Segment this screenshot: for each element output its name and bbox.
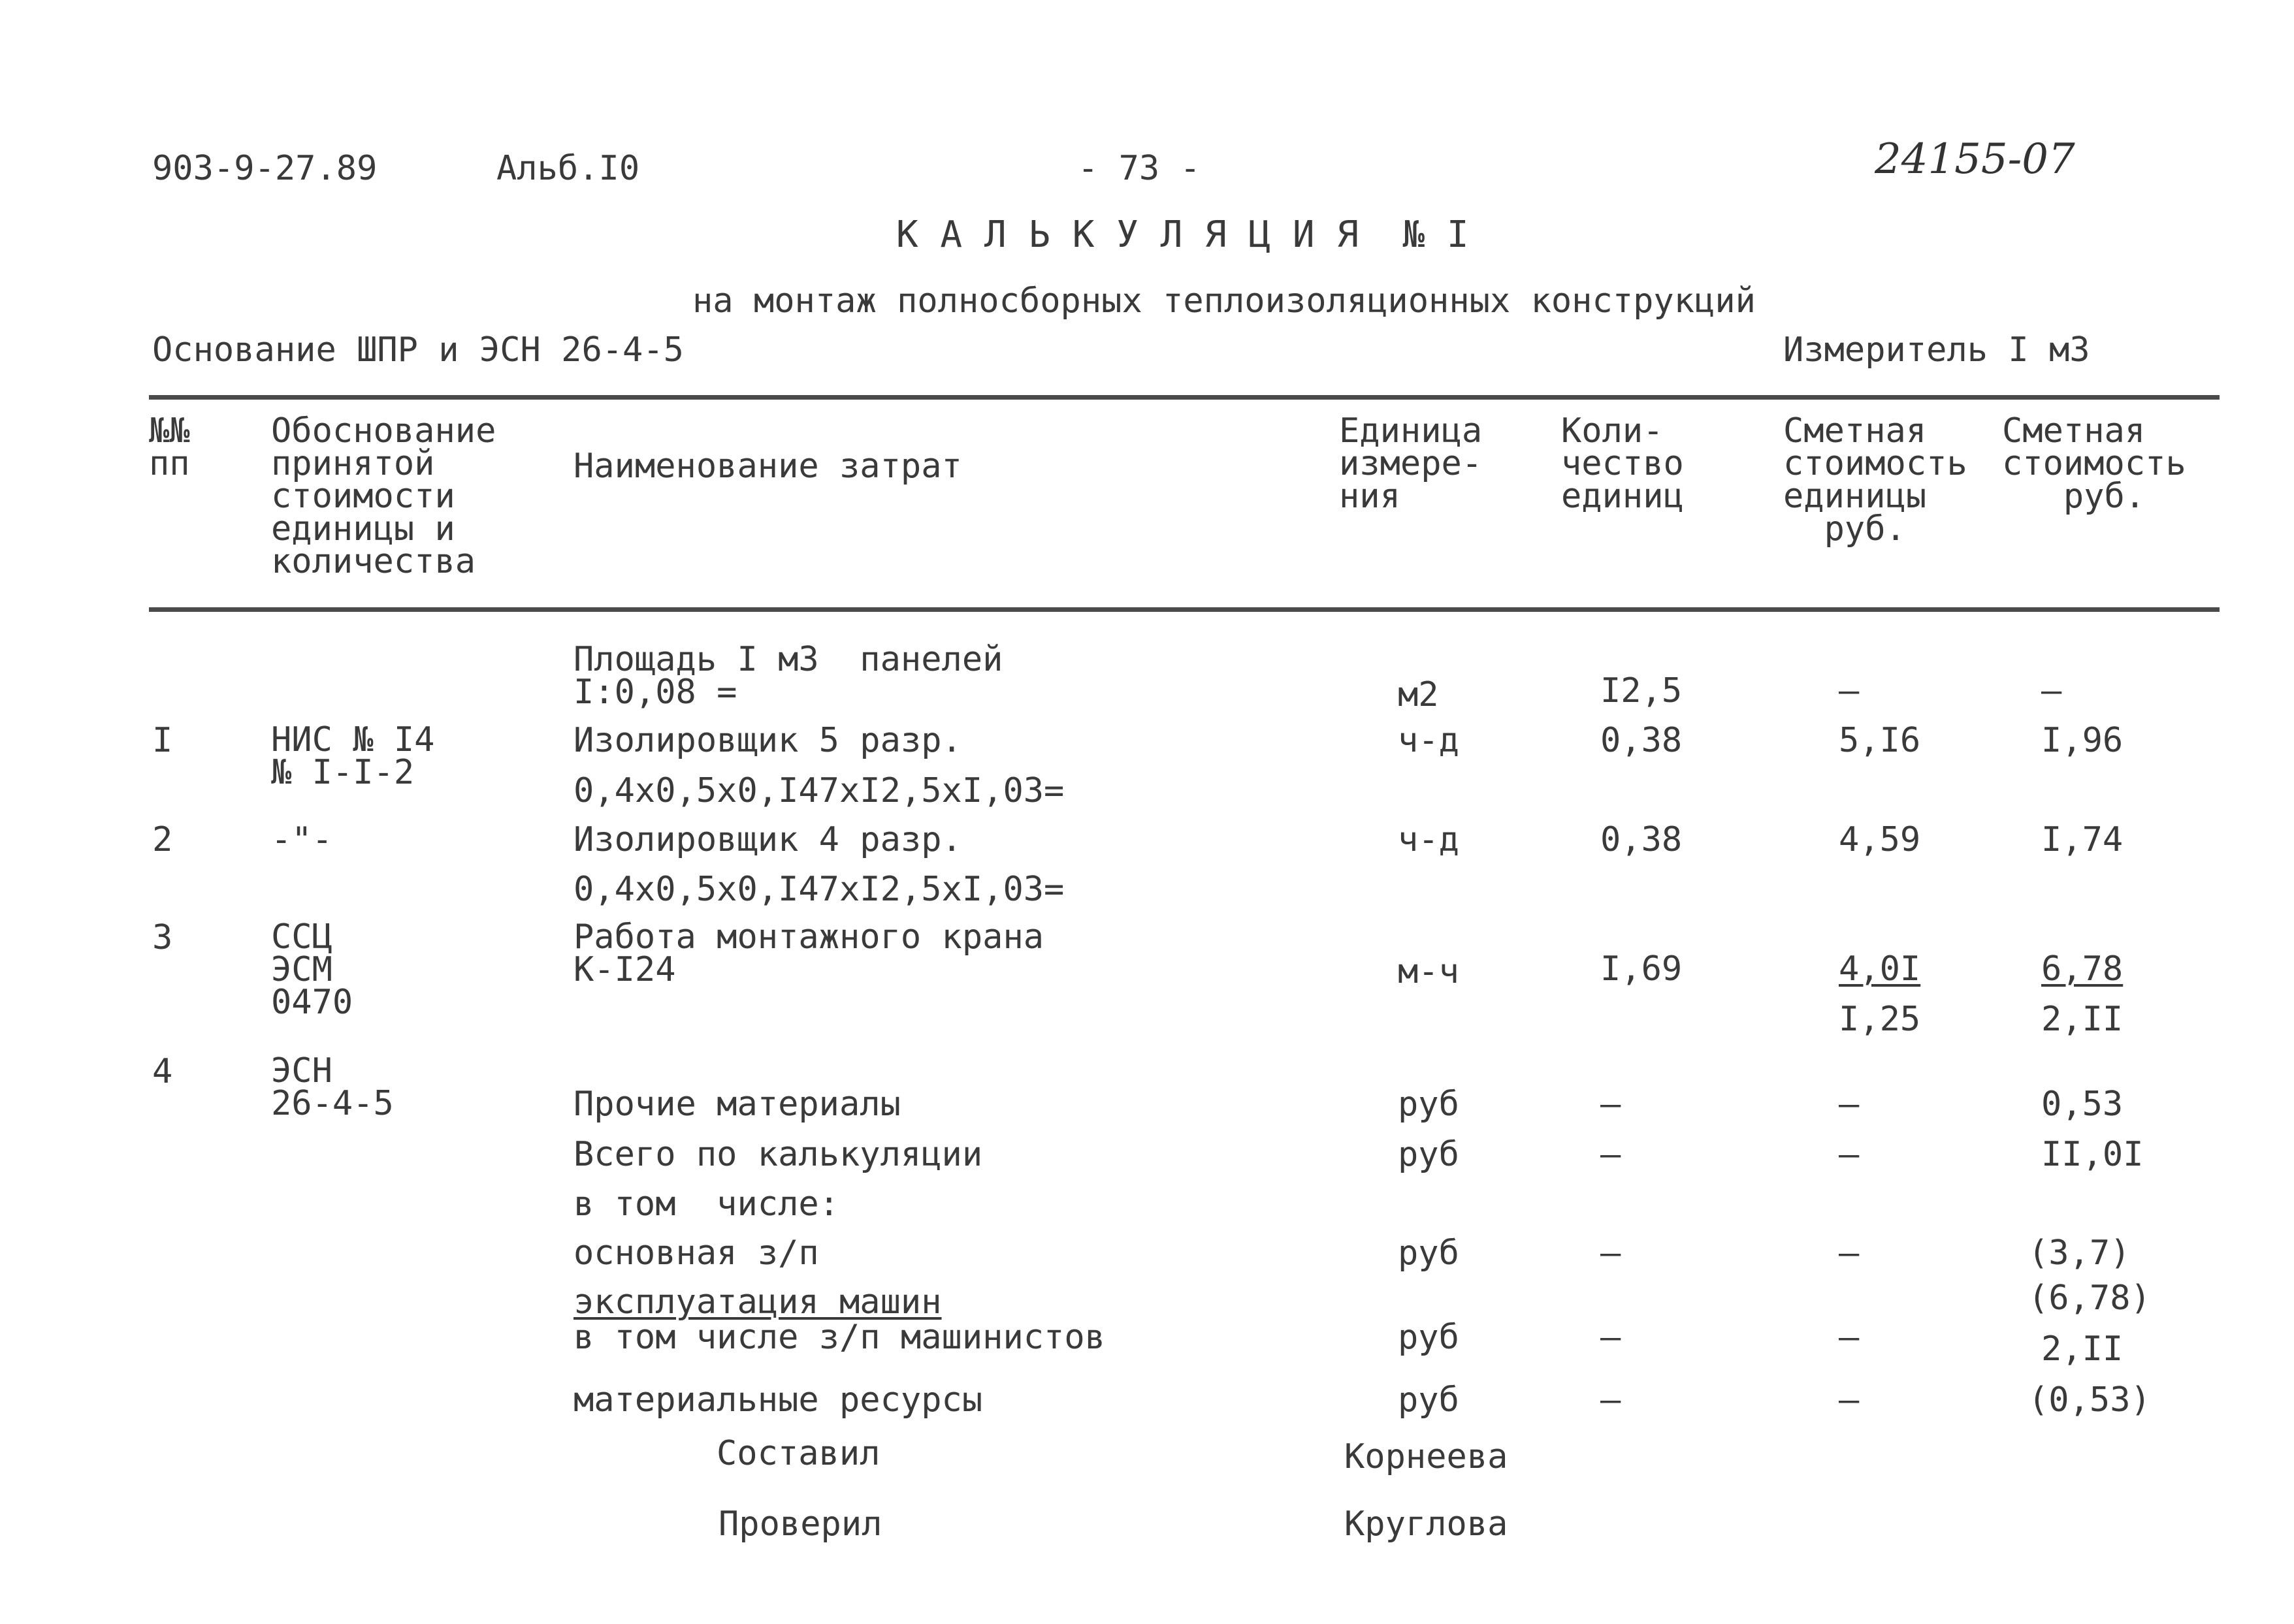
row-unit: м-ч [1398,952,1459,991]
area-unit: м2 [1398,675,1439,714]
row-unit: ч-д [1398,820,1459,859]
row-unit-cost: 4,0I [1839,949,1921,989]
row-num: I [152,721,173,760]
summary-qty: – [1600,1380,1621,1420]
row-name: Работа монтажного крана К-I24 [574,917,1044,989]
row-total-cost: I,74 [2041,820,2124,859]
row-justification: -"- [271,820,332,859]
col-header-justification: Обоснование принятой стоимости единицы и количества [271,411,496,581]
row-unit: ч-д [1398,721,1459,760]
meter-text: Измеритель I м3 [1783,330,2090,370]
row-justification: ССЦ ЭСМ 0470 [271,917,353,1022]
row-unit-cost-sub: I,25 [1839,1000,1921,1039]
row-unit-cost: 5,I6 [1839,721,1921,760]
summary-total-cost: (3,7) [2028,1234,2131,1273]
summary-name: материальные ресурсы [574,1380,983,1420]
document-title: К А Л Ь К У Л Я Ц И Я № I [896,214,1469,256]
summary-name-sub: в том числе з/п машинистов [574,1318,1105,1357]
row-total-cost: I,96 [2041,721,2124,760]
summary-unit: руб [1398,1135,1459,1174]
summary-total-cost: (0,53) [2028,1380,2151,1420]
summary-unit: руб [1398,1318,1459,1357]
page-number: - 73 - [1078,149,1201,188]
col-header-name: Наименование затрат [574,447,962,486]
row-total-cost-sub: 2,II [2041,1000,2124,1039]
row-justification: ЭСН 26-4-5 [271,1051,394,1123]
col-header-qty: Коли- чество единиц [1561,411,1684,516]
table-top-rule [149,395,2220,400]
summary-unit: руб [1398,1380,1459,1420]
area-total-cost: – [2041,671,2062,710]
row-unit-cost: 4,59 [1839,820,1921,859]
col-header-total-cost: Сметная стоимость руб. [2002,411,2186,516]
row-num: 4 [152,1052,173,1091]
summary-total-cost: (6,78) [2028,1279,2151,1318]
row-total-cost: 6,78 [2041,949,2124,989]
summary-qty: – [1600,1085,1621,1124]
summary-qty: – [1600,1234,1621,1273]
summary-name: основная з/п [574,1234,819,1273]
row-qty: I,69 [1600,949,1683,989]
document-code: 903-9-27.89 [152,149,378,188]
summary-total-cost-sub: 2,II [2041,1329,2124,1369]
row-num: 3 [152,918,173,957]
checked-by-name: Круглова [1344,1505,1508,1544]
summary-name: эксплуатация машин [574,1282,942,1322]
summary-unit: руб [1398,1234,1459,1273]
summary-unit: руб [1398,1085,1459,1124]
table-header-rule [149,607,2220,612]
col-header-unit: Единица измере- ния [1339,411,1483,516]
summary-name: Прочие материалы [574,1085,901,1124]
checked-by-label: Проверил [719,1505,882,1544]
summary-unit-cost: – [1839,1085,1860,1124]
album-label: Альб.I0 [496,149,640,188]
area-name: Площадь I м3 панелей I:0,08 = [574,640,1003,712]
summary-unit-cost: – [1839,1380,1860,1420]
basis-text: Основание ШПР и ЭСН 26-4-5 [152,330,684,370]
area-qty: I2,5 [1600,671,1683,710]
row-formula: 0,4х0,5х0,I47хI2,5хI,03= [574,870,1065,909]
summary-total-cost: II,0I [2041,1135,2144,1174]
summary-total-cost: 0,53 [2041,1085,2124,1124]
summary-unit-cost: – [1839,1135,1860,1174]
area-unit-cost: – [1839,671,1860,710]
summary-qty: – [1600,1135,1621,1174]
col-header-num: №№ пп [149,411,190,483]
row-name: Изолировщик 5 разр. [574,721,962,760]
summary-unit-cost: – [1839,1318,1860,1357]
document-subtitle: на монтаж полносборных теплоизоляционных конструкций [692,281,1756,321]
summary-unit-cost: – [1839,1234,1860,1273]
compiled-by-label: Составил [717,1434,880,1473]
summary-including-label: в том числе: [574,1185,839,1224]
col-header-unit-cost: Сметная стоимость единицы руб. [1783,411,1967,549]
compiled-by-name: Корнеева [1344,1437,1508,1476]
row-formula: 0,4х0,5х0,I47хI2,5хI,03= [574,771,1065,810]
handwritten-number: 24155-07 [1875,135,2075,183]
row-qty: 0,38 [1600,820,1683,859]
row-qty: 0,38 [1600,721,1683,760]
summary-qty: – [1600,1318,1621,1357]
row-justification: НИС № I4 № I-I-2 [271,720,435,792]
row-name: Изолировщик 4 разр. [574,820,962,859]
row-num: 2 [152,820,173,859]
summary-name: Всего по калькуляции [574,1135,983,1174]
